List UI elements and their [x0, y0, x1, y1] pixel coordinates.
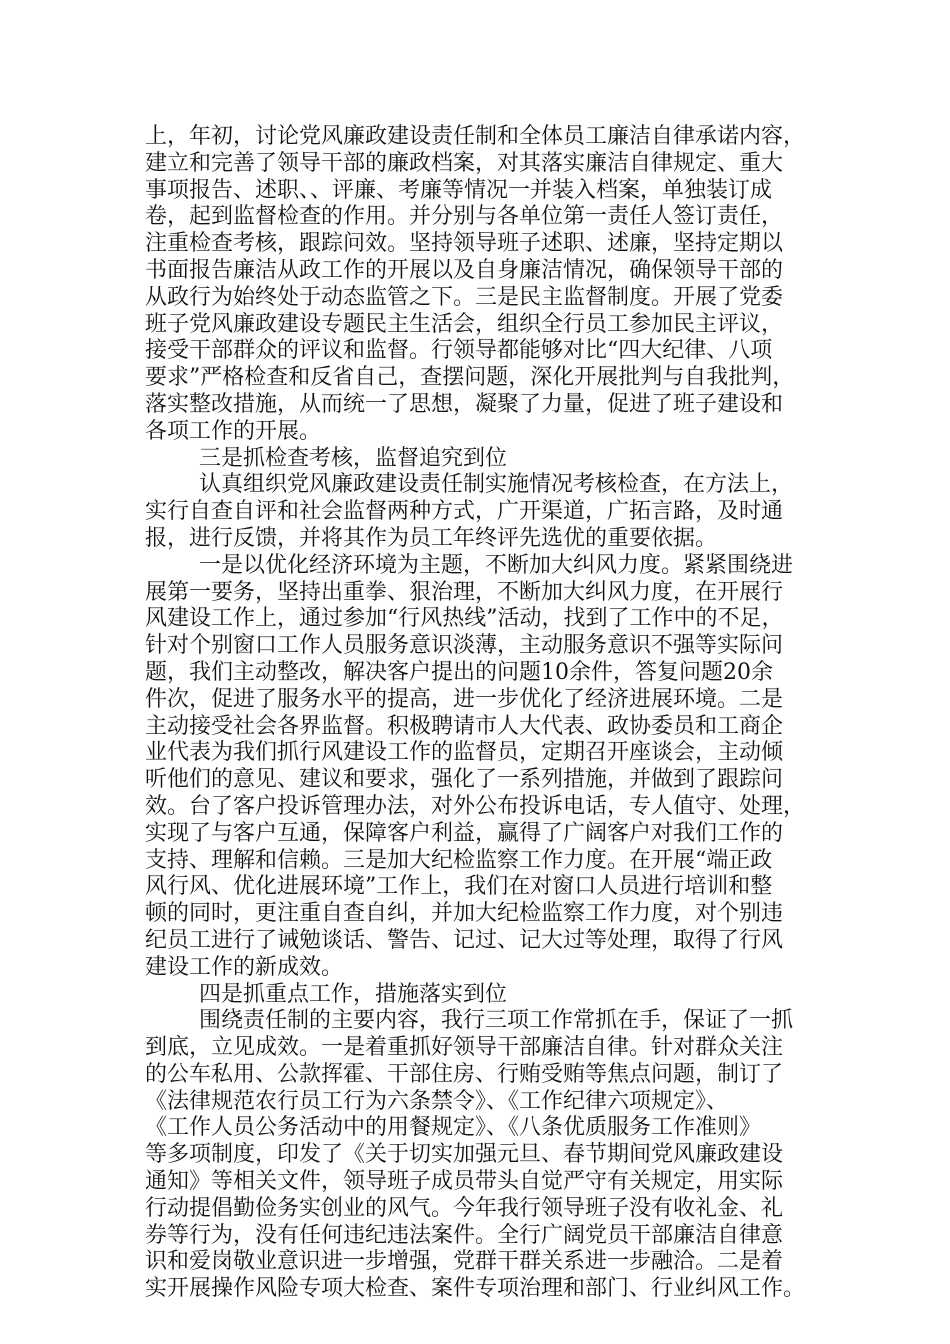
- text-line: 《工作人员公务活动中的用餐规定》、《八条优质服务工作准则》: [145, 1115, 762, 1141]
- text-line: 行动提倡勤俭务实创业的风气。今年我行领导班子没有收礼金、礼: [145, 1195, 784, 1221]
- text-line: 券等行为，没有任何违纪违法案件。全行广阔党员干部廉洁自律意: [145, 1222, 784, 1248]
- text-line: 题，我们主动整改，解决客户提出的问题10余件，答复问题20余: [145, 659, 773, 685]
- text-line: 落实整改措施，从而统一了思想，凝聚了力量，促进了班子建设和: [145, 391, 784, 417]
- text-line: 纪员工进行了诫勉谈话、警告、记过、记大过等处理，取得了行风: [145, 927, 784, 953]
- text-line: 风行风、优化进展环境”工作上，我们在对窗口人员进行培训和整: [145, 874, 773, 900]
- text-line: 班子党风廉政建设专题民主生活会，组织全行员工参加民主评议，: [145, 311, 784, 337]
- text-line: 建立和完善了领导干部的廉政档案，对其落实廉洁自律规定、重大: [145, 150, 784, 176]
- text-line: 围绕责任制的主要内容，我行三项工作常抓在手，保证了一抓: [199, 1008, 794, 1034]
- text-line: 要求”严格检查和反省自己，查摆问题，深化开展批判与自我批判，: [145, 365, 795, 391]
- text-line: 通知》等相关文件，领导班子成员带头自觉严守有关规定，用实际: [145, 1169, 784, 1195]
- text-line: 听他们的意见、建议和要求，强化了一系列措施，并做到了跟踪问: [145, 767, 784, 793]
- text-line: 业代表为我们抓行风建设工作的监督员，定期召开座谈会，主动倾: [145, 740, 784, 766]
- text-line: 认真组织党风廉政建设责任制实施情况考核检查，在方法上，: [199, 472, 794, 498]
- text-line: 主动接受社会各界监督。积极聘请市人大代表、政协委员和工商企: [145, 713, 784, 739]
- text-line: 支持、理解和信赖。三是加大纪检监察工作力度。在开展“端正政: [145, 847, 773, 873]
- text-line: 书面报告廉洁从政工作的开展以及自身廉洁情况，确保领导干部的: [145, 257, 784, 283]
- text-line: 事项报告、述职、、评廉、考廉等情况一并装入档案，单独装订成: [145, 177, 773, 203]
- text-line: 到底，立见成效。一是着重抓好领导干部廉洁自律。针对群众关注: [145, 1035, 784, 1061]
- text-line: 卷，起到监督检查的作用。并分别与各单位第一责任人签订责任，: [145, 204, 784, 230]
- text-line: 报，进行反馈，并将其作为员工年终评先选优的重要依据。: [145, 525, 718, 551]
- text-line: 一是以优化经济环境为主题，不断加大纠风力度。紧紧围绕进: [199, 552, 794, 578]
- text-line: 接受干部群众的评议和监督。行领导都能够对比“四大纪律、八项: [145, 338, 773, 364]
- body-text: [145, 124, 825, 1303]
- text-line: 建设工作的新成效。: [145, 954, 344, 980]
- text-line: 实现了与客户互通，保障客户利益，赢得了广阔客户对我们工作的: [145, 820, 784, 846]
- text-line: 风建设工作上，通过参加“行风热线”活动，找到了工作中的不足，: [145, 606, 784, 632]
- text-line: 件次，促进了服务水平的提高，进一步优化了经济进展环境。二是: [145, 686, 784, 712]
- text-line: 展第一要务，坚持出重拳、狠治理，不断加大纠风力度，在开展行: [145, 579, 784, 605]
- text-line: 上，年初，讨论党风廉政建设责任制和全体员工廉洁自律承诺内容，: [145, 124, 806, 149]
- section-heading: 四是抓重点工作，措施落实到位: [199, 981, 508, 1007]
- text-line: 从政行为始终处于动态监管之下。三是民主监督制度。开展了党委: [145, 284, 784, 310]
- text-line: 实行自查自评和社会监督两种方式，广开渠道，广拓言路，及时通: [145, 499, 784, 525]
- text-line: 等多项制度，印发了《关于切实加强元旦、春节期间党风廉政建设: [145, 1142, 784, 1168]
- text-line: 《法律规范农行员工行为六条禁令》、《工作纪律六项规定》、: [145, 1088, 729, 1114]
- text-line: 识和爱岗敬业意识进一步增强，党群干群关系进一步融洽。二是着: [145, 1249, 784, 1275]
- text-line: 顿的同时，更注重自查自纠，并加大纪检监察工作力度，对个别违: [145, 901, 784, 927]
- text-line: 注重检查考核，跟踪问效。坚持领导班子述职、述廉，坚持定期以: [145, 231, 784, 257]
- text-line: 各项工作的开展。: [145, 418, 322, 444]
- text-line: 针对个别窗口工作人员服务意识淡薄，主动服务意识不强等实际问: [145, 633, 784, 659]
- section-heading: 三是抓检查考核，监督追究到位: [199, 445, 508, 471]
- text-line: 效。台了客户投诉管理办法，对外公布投诉电话，专人值守、处理，: [145, 793, 806, 819]
- text-line: 实开展操作风险专项大检查、案件专项治理和部门、行业纠风工作。: [145, 1276, 806, 1302]
- text-line: 的公车私用、公款挥霍、干部住房、行贿受贿等焦点问题，制订了: [145, 1061, 784, 1087]
